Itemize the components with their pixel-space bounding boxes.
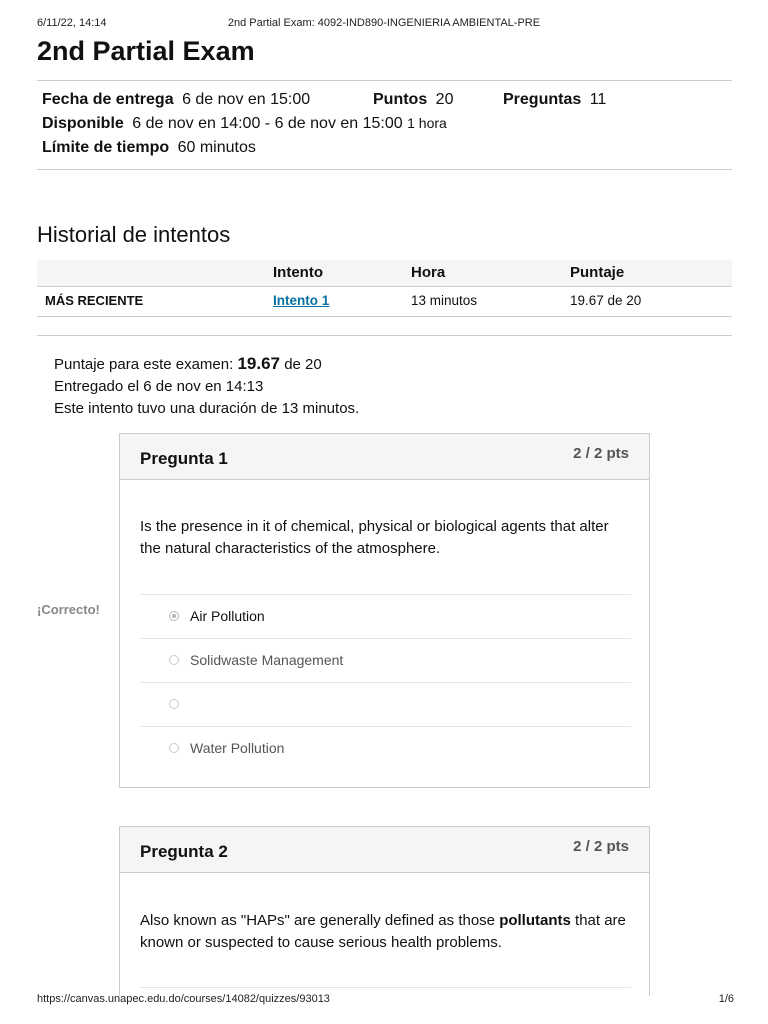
detail-row-available [42,115,447,133]
print-title: 2nd Partial Exam: 4092-IND890-INGENIERIA AMBIENTAL-PRE [227,17,541,29]
question-2 [119,826,650,996]
questions-value: 11 [589,91,607,108]
points-label: Puntos [373,91,428,108]
history-row-time: 13 minutos [411,293,478,308]
history-col-time: Hora [411,264,446,281]
answer-label: Water Pollution [190,740,285,756]
question-text-part: that are known or suspected to cause serious health problems. [140,912,626,951]
question-points: 2 / 2 pts [573,838,629,855]
points-value: 20 [435,91,454,108]
question-points: 2 / 2 pts [573,445,629,462]
score-summary [54,354,322,374]
divider [140,987,631,988]
divider [37,286,732,287]
print-date: 6/11/22, 14:14 [37,17,107,29]
history-table-header [37,260,732,286]
time-limit-value: 60 minutos [177,139,256,156]
divider [37,169,732,170]
history-row-score: 19.67 de 20 [570,293,642,308]
question-1 [119,433,650,788]
divider [37,80,732,81]
history-col-attempt: Intento [273,264,323,281]
detail-row-questions [503,91,606,109]
page-title: 2nd Partial Exam [37,36,255,66]
questions-label: Preguntas [503,91,582,108]
score-prefix: Puntaje para este examen: [54,356,234,373]
question-text-bold: pollutants [499,912,571,929]
detail-row-points [373,91,453,109]
answer-option[interactable] [140,638,631,683]
question-text [140,910,632,954]
history-col-score: Puntaje [570,264,625,281]
question-text: Is the presence in it of chemical, physical or biological agents that alter the natural characteristics of the atmosphere. [140,518,609,557]
print-url: https://canvas.unapec.edu.do/courses/14082/quizzes/93013 [37,993,330,1005]
print-page-number: 1/6 [718,993,734,1005]
radio-icon [169,743,179,753]
attempt-link[interactable]: Intento 1 [273,293,330,308]
radio-icon [169,699,179,709]
correct-badge: ¡Correcto! [37,602,100,617]
available-value: 6 de nov en 14:00 - 6 de nov en 15:00 [132,115,403,132]
divider [37,335,732,336]
question-header [120,827,649,873]
detail-row-time-limit [42,139,256,157]
answer-label: Solidwaste Management [190,652,344,668]
time-limit-label: Límite de tiempo [42,139,170,156]
print-header [0,0,768,30]
score-value: 19.67 [237,354,281,373]
available-extra: 1 hora [407,115,447,131]
answer-option[interactable] [140,682,631,727]
radio-icon [169,655,179,665]
history-title: Historial de intentos [37,222,231,247]
duration-text: Este intento tuvo una duración de 13 minutos. [54,400,360,417]
due-value: 6 de nov en 15:00 [182,91,311,108]
due-label: Fecha de entrega [42,91,174,108]
answer-option[interactable] [140,594,631,639]
radio-selected-icon [169,611,179,621]
detail-row-due [42,91,310,109]
divider [37,316,732,317]
history-row-label: MÁS RECIENTE [45,293,144,308]
question-text-part: Also known as "HAPs" are generally defined as those [140,912,500,929]
question-header [120,434,649,480]
answer-label: Air Pollution [190,608,265,624]
question-title: Pregunta 2 [140,842,228,861]
answer-option[interactable] [140,726,631,771]
score-suffix: de 20 [284,356,322,373]
available-label: Disponible [42,115,124,132]
submitted-text: Entregado el 6 de nov en 14:13 [54,378,264,395]
question-title: Pregunta 1 [140,449,228,468]
